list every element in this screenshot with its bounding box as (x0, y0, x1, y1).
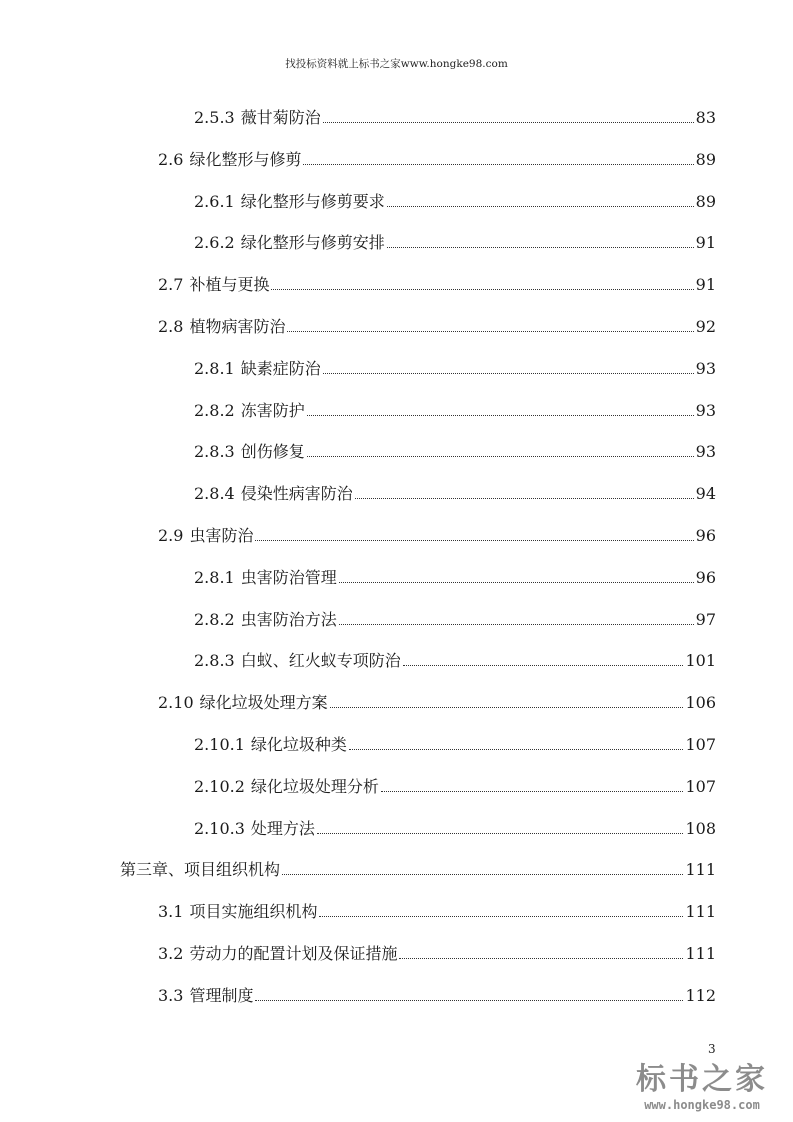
toc-entry-number: 2.7 (158, 275, 184, 295)
toc-dot-leader (330, 707, 684, 708)
toc-dot-leader (323, 122, 694, 123)
toc-entry-title: 处理方法 (250, 818, 315, 838)
toc-entry-page: 106 (685, 693, 716, 713)
toc-dot-leader (271, 289, 693, 290)
toc-entry[interactable] (194, 100, 716, 128)
toc-entry-title: 冻害防护 (240, 400, 305, 420)
toc-entry-number: 2.8.2 (194, 609, 235, 629)
toc-entry[interactable] (158, 142, 716, 170)
toc-entry-title: 绿化垃圾处理方案 (199, 693, 328, 713)
toc-entry-number: 2.8.1 (194, 567, 235, 587)
toc-entry-page: 96 (695, 526, 716, 545)
toc-entry-title: 创伤修复 (240, 442, 305, 462)
toc-entry[interactable] (194, 184, 716, 212)
toc-entry[interactable] (158, 309, 716, 337)
toc-dot-leader (287, 331, 693, 332)
toc-entry-page: 96 (695, 567, 716, 587)
toc-entry-title: 白蚁、红火蚁专项防治 (240, 651, 401, 671)
toc-entry[interactable] (158, 518, 716, 546)
toc-dot-leader (255, 1000, 683, 1001)
toc-entry-title: 项目实施组织机构 (189, 902, 318, 922)
toc-entry-page: 91 (695, 233, 716, 253)
toc-entry-page: 89 (695, 149, 716, 169)
toc-entry-page: 108 (685, 818, 716, 838)
toc-entry-number: 2.8.3 (194, 442, 235, 462)
toc-entry-page: 92 (695, 317, 716, 336)
toc-entry-number: 3.1 (158, 902, 184, 922)
toc-entry[interactable] (158, 936, 716, 964)
toc-dot-leader (303, 164, 693, 165)
toc-entry[interactable] (194, 476, 716, 504)
toc-dot-leader (349, 749, 684, 750)
toc-entry-title: 管理制度 (189, 985, 254, 1005)
toc-entry-number: 2.10.1 (194, 735, 245, 754)
toc-entry-page: 89 (695, 191, 716, 211)
toc-entry-title: 绿化垃圾种类 (250, 735, 347, 754)
toc-entry-number: 2.6.1 (194, 191, 235, 211)
toc-entry[interactable] (158, 267, 716, 295)
toc-entry-title: 绿化整形与修剪安排 (240, 233, 385, 253)
watermark-url: www.hongke98.com (644, 1098, 760, 1112)
toc-entry-page: 107 (685, 776, 716, 796)
toc-entry-number: 2.5.3 (194, 108, 235, 127)
watermark-title: 标书之家 (636, 1062, 768, 1097)
toc-entry-page: 112 (685, 985, 716, 1005)
toc-entry-number: 2.10.3 (194, 818, 245, 838)
toc-dot-leader (319, 916, 683, 917)
toc-dot-leader (323, 373, 694, 374)
page-number: 3 (708, 1042, 716, 1056)
toc-dot-leader (387, 247, 694, 248)
toc-entry-page: 93 (695, 442, 716, 462)
toc-dot-leader (399, 958, 683, 959)
toc-dot-leader (403, 665, 684, 666)
toc-entry[interactable] (158, 894, 716, 922)
toc-entry-title: 侵染性病害防治 (240, 484, 353, 504)
toc-entry-title: 绿化垃圾处理分析 (250, 776, 379, 796)
toc-entry-number: 3.3 (158, 985, 184, 1005)
toc-dot-leader (339, 582, 694, 583)
toc-entry-number: 2.10.2 (194, 776, 245, 796)
toc-entry-title: 补植与更换 (189, 275, 270, 295)
toc-dot-leader (307, 415, 694, 416)
toc-entry[interactable] (194, 393, 716, 421)
toc-entry-number: 2.8.2 (194, 400, 235, 420)
toc-entry-page: 101 (685, 651, 716, 671)
toc-entry[interactable] (158, 978, 716, 1006)
toc-entry-page: 93 (695, 358, 716, 378)
toc-dot-leader (387, 206, 694, 207)
toc-entry-number: 3.2 (158, 944, 184, 963)
toc-entry-title: 劳动力的配置计划及保证措施 (189, 944, 398, 963)
toc-entry-page: 94 (695, 484, 716, 504)
toc-entry-number: 2.8 (158, 317, 184, 336)
toc-entry-number: 2.10 (158, 693, 194, 713)
toc-entry-page: 111 (685, 860, 716, 880)
toc-entry-title: 项目组织机构 (184, 860, 281, 880)
toc-entry[interactable] (194, 434, 716, 462)
toc-entry-page: 93 (695, 400, 716, 420)
toc-entry-number: 2.6.2 (194, 233, 235, 253)
toc-dot-leader (355, 498, 694, 499)
toc-entry-title: 植物病害防治 (189, 317, 286, 336)
toc-entry[interactable] (194, 560, 716, 588)
watermark-logo (616, 1062, 788, 1118)
toc-entry-page: 83 (695, 108, 716, 127)
toc-dot-leader (307, 456, 694, 457)
toc-entry-page: 107 (685, 735, 716, 754)
toc-entry-title: 绿化整形与修剪 (189, 149, 302, 169)
toc-entry[interactable] (120, 852, 716, 880)
toc-entry[interactable] (194, 811, 716, 839)
toc-entry[interactable] (194, 225, 716, 253)
toc-entry-number: 2.6 (158, 149, 184, 169)
toc-entry-number: 第三章、 (120, 860, 185, 880)
toc-entry-page: 97 (695, 609, 716, 629)
toc-entry-number: 2.9 (158, 526, 184, 545)
toc-dot-leader (255, 540, 693, 541)
toc-entry[interactable] (194, 351, 716, 379)
toc-entry-number: 2.8.3 (194, 651, 235, 671)
toc-dot-leader (339, 624, 694, 625)
toc-entry[interactable] (158, 685, 716, 713)
toc-entry-title: 虫害防治管理 (240, 567, 337, 587)
toc-entry-title: 缺素症防治 (240, 358, 321, 378)
toc-entry[interactable] (194, 643, 716, 671)
toc-entry[interactable] (194, 769, 716, 797)
toc-dot-leader (381, 791, 684, 792)
toc-entry[interactable] (194, 602, 716, 630)
toc-entry-title: 虫害防治 (189, 526, 254, 545)
toc-entry-number: 2.8.1 (194, 358, 235, 378)
toc-entry-page: 111 (685, 944, 716, 963)
page-header: 找投标资料就上标书之家www.hongke98.com (285, 58, 508, 70)
toc-dot-leader (317, 833, 684, 834)
toc-entry[interactable] (194, 727, 716, 755)
toc-entry-page: 111 (685, 902, 716, 922)
toc-dot-leader (282, 874, 683, 875)
toc-entry-title: 虫害防治方法 (240, 609, 337, 629)
toc-entry-page: 91 (695, 275, 716, 295)
toc-entry-number: 2.8.4 (194, 484, 235, 504)
toc-entry-title: 薇甘菊防治 (240, 108, 321, 127)
toc-entry-title: 绿化整形与修剪要求 (240, 191, 385, 211)
